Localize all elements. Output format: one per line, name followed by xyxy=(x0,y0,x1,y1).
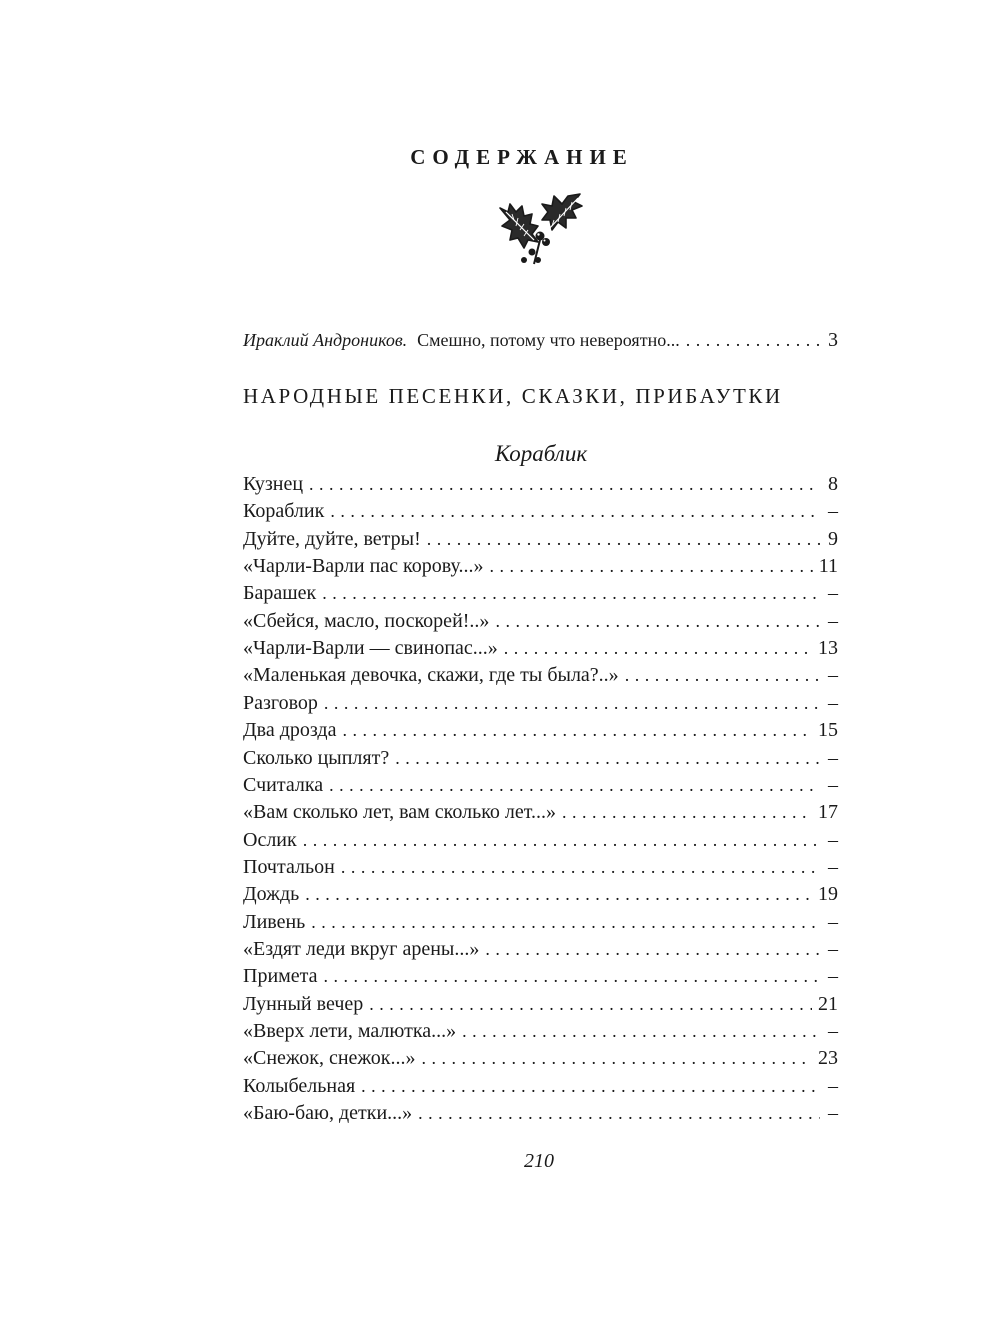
toc-entry[interactable] xyxy=(243,963,838,990)
subsection-title: Кораблик xyxy=(494,441,588,466)
toc-entry-title: Примета xyxy=(243,965,318,988)
intro-author: Ираклий Андроников. xyxy=(243,330,408,350)
section-heading: НАРОДНЫЕ ПЕСЕНКИ, СКАЗКИ, ПРИБАУТКИ xyxy=(243,384,783,408)
toc-entry-title: «Маленькая девочка, скажи, где ты была?..» xyxy=(243,664,619,687)
toc-entry-title: Барашек xyxy=(243,582,317,605)
toc-entry-title xyxy=(243,327,680,354)
toc-entry-page: – xyxy=(828,855,838,878)
toc-entry[interactable] xyxy=(243,854,838,881)
toc-entry[interactable] xyxy=(243,799,838,826)
toc-entry[interactable] xyxy=(243,881,838,908)
toc-entry[interactable] xyxy=(243,1073,838,1100)
toc-entry-title: «Чарли-Варли — свинопас...» xyxy=(243,637,498,660)
toc-entry[interactable] xyxy=(243,1018,838,1045)
toc-entry-page: – xyxy=(828,773,838,796)
toc-entry-page: – xyxy=(828,1074,838,1097)
toc-entry-title: Ливень xyxy=(243,910,306,933)
dot-leader xyxy=(369,991,812,1018)
dot-leader xyxy=(490,553,813,580)
toc-entry[interactable] xyxy=(243,1100,838,1127)
dot-leader xyxy=(330,498,820,525)
toc-entry-title: Сколько цыплят? xyxy=(243,746,390,769)
holly-leaf-icon xyxy=(494,190,586,270)
toc-entry-page: 3 xyxy=(828,329,838,351)
toc-entry-page: 21 xyxy=(818,992,838,1015)
toc-entry-title: Почтальон xyxy=(243,855,335,878)
toc-entry[interactable] xyxy=(243,526,838,553)
toc-entry-title: «Чарли-Варли пас корову...» xyxy=(243,555,484,578)
toc-entry-title: Считалка xyxy=(243,773,324,796)
toc-entry-title: Лунный вечер xyxy=(243,992,364,1015)
toc-entry-page: – xyxy=(828,937,838,960)
toc-entry-page: – xyxy=(828,664,838,687)
toc-entry-page: 11 xyxy=(818,555,838,578)
toc-entry[interactable] xyxy=(243,909,838,936)
dot-leader xyxy=(309,471,820,498)
dot-leader xyxy=(421,1045,812,1072)
toc-entry[interactable] xyxy=(243,745,838,772)
toc-entry[interactable] xyxy=(243,690,838,717)
toc-entry-page: – xyxy=(828,500,838,523)
toc-entry-page: 8 xyxy=(828,473,838,495)
page-number: 210 xyxy=(524,1150,554,1172)
toc-entry-title: Дуйте, дуйте, ветры! xyxy=(243,527,421,550)
dot-leader xyxy=(395,745,820,772)
dot-leader xyxy=(686,327,820,354)
dot-leader xyxy=(322,580,820,607)
toc-entry-title: «Баю-баю, детки...» xyxy=(243,1102,413,1125)
toc-entry-title: «Снежок, снежок...» xyxy=(243,1047,416,1070)
toc-entry[interactable] xyxy=(243,608,838,635)
toc-entry-title: Два дрозда xyxy=(243,719,337,742)
dot-leader xyxy=(462,1018,820,1045)
toc-entry[interactable] xyxy=(243,827,838,854)
toc-entry-page: 13 xyxy=(818,637,838,660)
dot-leader xyxy=(504,635,812,662)
dot-leader xyxy=(341,854,820,881)
dot-leader xyxy=(303,827,820,854)
dot-leader xyxy=(311,909,820,936)
intro-title: Смешно, потому что невероятно... xyxy=(417,330,680,350)
toc-entry-page: – xyxy=(828,746,838,769)
toc-entry-title: «Вам сколько лет, вам сколько лет...» xyxy=(243,801,557,824)
dot-leader xyxy=(495,608,820,635)
dot-leader xyxy=(324,690,820,717)
toc-entry-page: – xyxy=(828,1102,838,1125)
toc-entry-page: 17 xyxy=(818,801,838,824)
toc-entry-page: 9 xyxy=(828,527,838,550)
toc-entry-page: – xyxy=(828,582,838,605)
toc-entry-title: «Ездят леди вкруг арены...» xyxy=(243,937,480,960)
page-title: СОДЕРЖАНИЕ xyxy=(410,145,634,169)
toc-entry[interactable] xyxy=(243,553,838,580)
toc-entry-page: – xyxy=(828,965,838,988)
toc-entry-page: – xyxy=(828,828,838,851)
toc-entry-page: 15 xyxy=(818,719,838,742)
dot-leader xyxy=(324,963,820,990)
toc-entry-title: «Вверх лети, малютка...» xyxy=(243,1020,457,1042)
dot-leader xyxy=(427,526,820,553)
toc-entry[interactable] xyxy=(243,772,838,799)
toc-entry-page: – xyxy=(828,691,838,714)
toc-entry[interactable] xyxy=(243,471,838,498)
toc-entry-page: – xyxy=(828,1020,838,1042)
toc-entry-page: 19 xyxy=(818,883,838,906)
toc-entry[interactable] xyxy=(243,991,838,1018)
toc-entry[interactable] xyxy=(243,936,838,963)
toc-entry[interactable] xyxy=(243,717,838,744)
toc-entry-page: – xyxy=(828,910,838,933)
toc-entry-title: «Сбейся, масло, поскорей!..» xyxy=(243,609,490,632)
toc-entry-title: Ослик xyxy=(243,828,297,851)
dot-leader xyxy=(361,1073,820,1100)
toc-entry-intro[interactable] xyxy=(243,327,838,354)
toc-entry[interactable] xyxy=(243,1045,838,1072)
toc-entry-title: Разговор xyxy=(243,691,318,714)
toc-entry-title: Кузнец xyxy=(243,473,304,495)
dot-leader xyxy=(342,717,812,744)
dot-leader xyxy=(305,881,812,908)
toc-entry-page: – xyxy=(828,609,838,632)
dot-leader xyxy=(625,662,820,689)
toc-entry[interactable] xyxy=(243,498,838,525)
toc-entry-title: Колыбельная xyxy=(243,1074,356,1097)
toc-entry-title: Кораблик xyxy=(243,500,325,523)
dot-leader xyxy=(329,772,820,799)
toc-entry-page: 23 xyxy=(818,1047,838,1070)
dot-leader xyxy=(418,1100,820,1127)
dot-leader xyxy=(562,799,812,826)
toc-entry[interactable] xyxy=(243,662,838,689)
dot-leader xyxy=(485,936,820,963)
toc-entry[interactable] xyxy=(243,580,838,607)
toc-entry[interactable] xyxy=(243,635,838,662)
toc-entry-title: Дождь xyxy=(243,883,300,906)
